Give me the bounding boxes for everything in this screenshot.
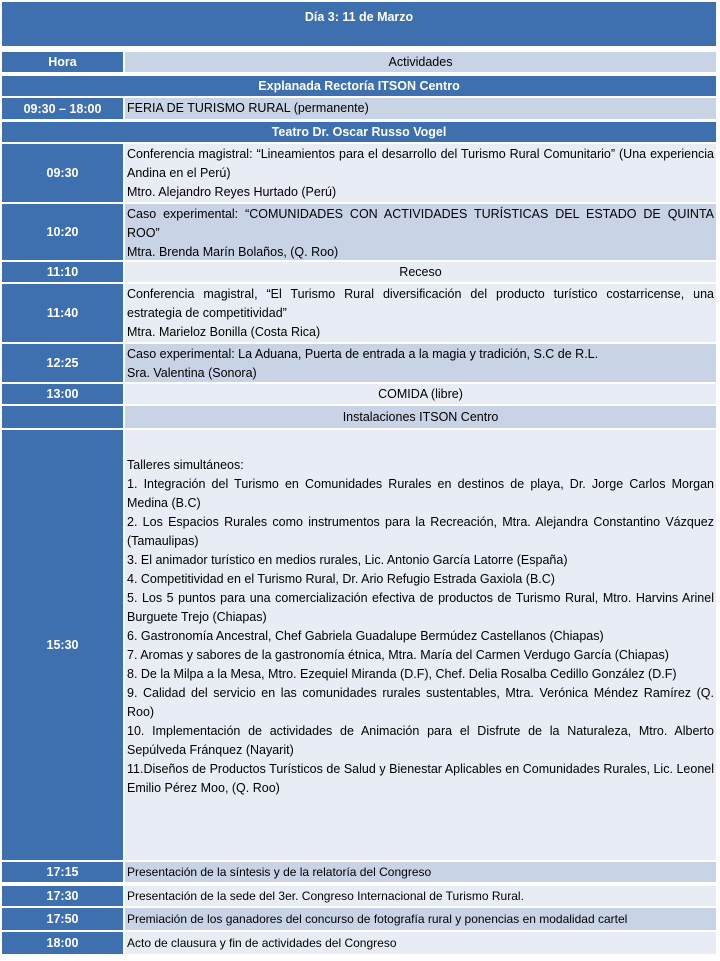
row-1715-time: 17:15 <box>2 862 125 882</box>
section-teatro-label: Teatro Dr. Oscar Russo Vogel <box>271 125 447 139</box>
section-explanada <box>1 75 717 97</box>
workshop-item: 1. Integración del Turismo en Comunidades Rurales en destinos de playa, Dr. Jorge Carlos Morgan Medina (B.C) <box>127 477 714 510</box>
row-1225-speaker: Sra. Valentina (Sonora) <box>127 366 257 380</box>
row-1715 <box>1 861 717 883</box>
workshop-item: 8. De la Milpa a la Mesa, Mtro. Ezequiel Miranda (D.F), Chef. Delia Rosalba Cedillo González (D.F) <box>127 667 677 681</box>
workshop-item: 7. Aromas y sabores de la gastronomía étnica, Mtra. María del Carmen Verdugo García (Chiapas) <box>127 648 669 662</box>
row-1750-time: 17:50 <box>2 908 125 930</box>
row-1800 <box>1 931 717 955</box>
row-1300 <box>1 383 717 405</box>
workshop-item: 9. Calidad del servicio en las comunidades rurales sustentables, Mtra. Verónica Méndez Ramírez (Q. Roo) <box>127 686 714 719</box>
row-1140-activity <box>125 284 716 342</box>
section-teatro <box>1 121 717 143</box>
row-1020-title: Caso experimental: “COMUNIDADES CON ACTIVIDADES TURÍSTICAS DEL ESTADO DE QUINTA ROO” <box>127 207 714 240</box>
row-1020-speaker: Mtra. Brenda Marín Bolaños, (Q. Roo) <box>127 245 339 259</box>
row-1140-speaker: Mtra. Marieloz Bonilla (Costa Rica) <box>127 325 321 339</box>
row-0930-speaker: Mtro. Alejandro Reyes Hurtado (Perú) <box>127 185 337 199</box>
section-instalaciones-time-spacer <box>2 406 125 428</box>
workshop-item: 11.Diseños de Productos Turísticos de Salud y Bienestar Aplicables en Comunidades Rurales, Lic. Leonel Emilio Pérez Moo, (Q. Roo) <box>127 762 714 795</box>
section-explanada-label: Explanada Rectoría ITSON Centro <box>258 79 460 93</box>
row-1020 <box>1 203 717 261</box>
row-1530 <box>1 429 717 861</box>
workshop-item: 3. El animador turístico en medios rurales, Lic. Antonio García Latorre (España) <box>127 553 568 567</box>
row-feria <box>1 97 717 120</box>
row-1225 <box>1 343 717 383</box>
row-feria-activity: FERIA DE TURISMO RURAL (permanente) <box>125 98 716 119</box>
row-1110 <box>1 261 717 283</box>
row-1020-activity <box>125 204 716 260</box>
row-1750 <box>1 907 717 931</box>
row-1225-title: Caso experimental: La Aduana, Puerta de entrada a la magia y tradición, S.C de R.L. <box>127 347 599 361</box>
row-1300-activity: COMIDA (libre) <box>125 384 716 404</box>
workshop-item: 2. Los Espacios Rurales como instrumentos para la Recreación, Mtra. Alejandra Constantino Vázquez (Tamaulipas) <box>127 515 714 548</box>
row-0930-title: Conferencia magistral: “Lineamientos para el desarrollo del Turismo Rural Comunitario” (Una experiencia Andina en el Perú) <box>127 147 714 180</box>
header-actividades: Actividades <box>125 52 716 72</box>
row-1730-time: 17:30 <box>2 886 125 906</box>
row-0930 <box>1 143 717 203</box>
header-row <box>1 51 717 73</box>
row-feria-time: 09:30 – 18:00 <box>2 98 125 119</box>
row-1300-time: 13:00 <box>2 384 125 404</box>
row-1530-activity <box>125 430 716 860</box>
row-1730-activity: Presentación de la sede del 3er. Congreso Internacional de Turismo Rural. <box>125 886 716 906</box>
header-hora: Hora <box>2 52 125 72</box>
row-1140-time: 11:40 <box>2 284 125 342</box>
row-1800-activity: Acto de clausura y fin de actividades del Congreso <box>125 932 716 954</box>
row-1225-time: 12:25 <box>2 344 125 382</box>
row-1140 <box>1 283 717 343</box>
row-1225-activity <box>125 344 716 382</box>
day-title: Día 3: 11 de Marzo <box>304 10 414 24</box>
schedule-table <box>1 1 719 959</box>
workshop-item: 6. Gastronomía Ancestral, Chef Gabriela Guadalupe Bermúdez Castellanos (Chiapas) <box>127 629 604 643</box>
row-0930-time: 09:30 <box>2 144 125 202</box>
row-1110-time: 11:10 <box>2 262 125 282</box>
row-1020-time: 10:20 <box>2 204 125 260</box>
section-instalaciones <box>1 405 717 429</box>
workshop-item: 4. Competitividad en el Turismo Rural, Dr. Ario Refugio Estrada Gaxiola (B.C) <box>127 572 555 586</box>
section-instalaciones-label: Instalaciones ITSON Centro <box>125 406 716 428</box>
workshops-intro: Talleres simultáneos: <box>127 458 244 472</box>
row-1530-time: 15:30 <box>2 430 125 860</box>
row-1730 <box>1 885 717 907</box>
day-title-row <box>1 1 717 47</box>
row-1140-title: Conferencia magistral, “El Turismo Rural diversificación del producto turístico costarricense, una estrategia de competitividad” <box>127 287 714 320</box>
row-1715-activity: Presentación de la síntesis y de la relatoría del Congreso <box>125 862 716 882</box>
row-1800-time: 18:00 <box>2 932 125 954</box>
workshop-item: 5. Los 5 puntos para una comercialización efectiva de productos de Turismo Rural, Mtro. Harvins Arinel Burguete Trejo (Chiapas) <box>127 591 714 624</box>
row-0930-activity <box>125 144 716 202</box>
workshop-item: 10. Implementación de actividades de Animación para el Disfrute de la Naturaleza, Mtro. Alberto Sepúlveda Fránquez (Nayarit) <box>127 724 714 757</box>
row-1750-activity: Premiación de los ganadores del concurso de fotografía rural y ponencias en modalidad cartel <box>125 908 716 930</box>
row-1110-activity: Receso <box>125 262 716 282</box>
